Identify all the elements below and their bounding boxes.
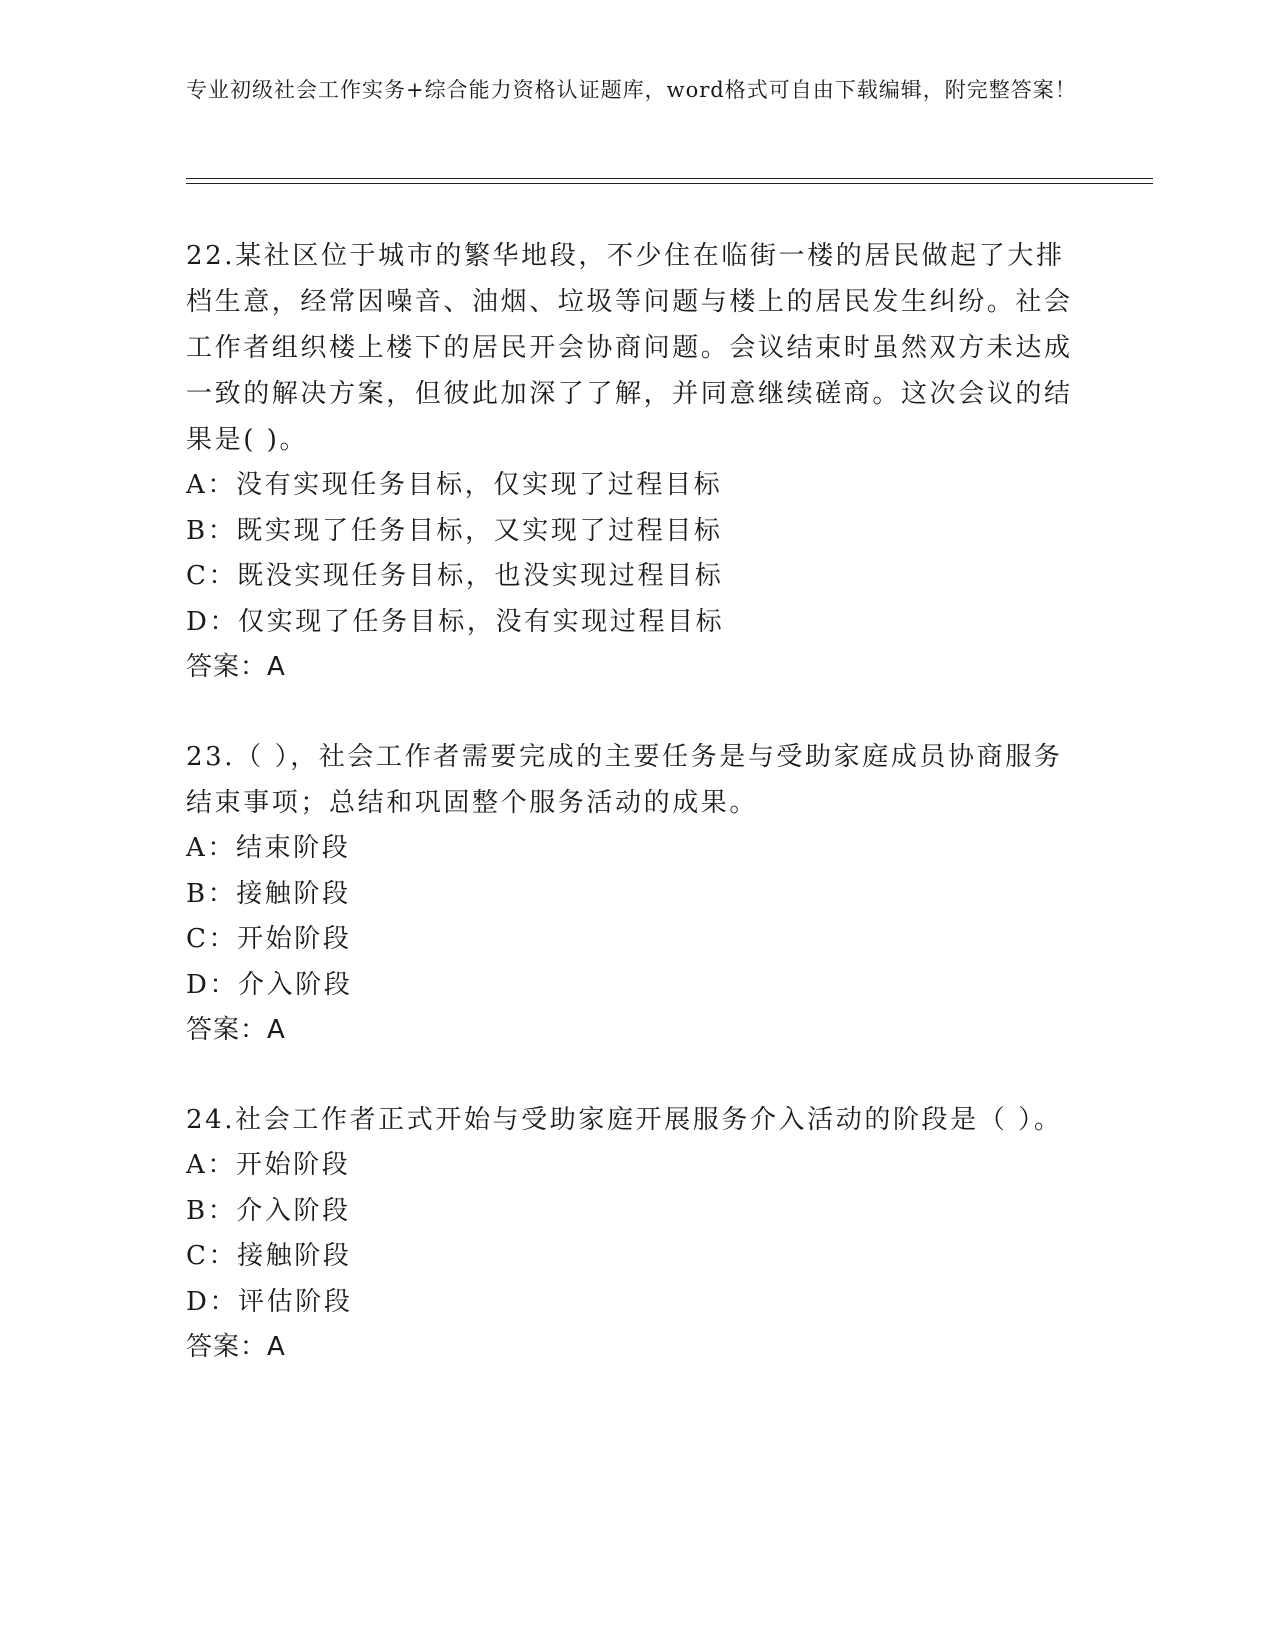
option-c: C：开始阶段 — [186, 924, 352, 954]
header-text: 专业初级社会工作实务+综合能力资格认证题库，word格式可自由下载编辑，附完整答案！ — [186, 78, 1077, 102]
answer-line: 答案：A — [186, 652, 286, 682]
header-divider-top — [186, 178, 1153, 179]
option-list — [186, 826, 1086, 1008]
answer-line: 答案：A — [186, 1332, 286, 1362]
option-d: D：介入阶段 — [186, 969, 353, 1000]
document-header — [186, 74, 1086, 107]
option-d: D：评估阶段 — [186, 1286, 353, 1317]
option-c: C：既没实现任务目标，也没实现过程目标 — [186, 561, 724, 591]
option-list — [186, 1143, 1086, 1325]
option-b: B：接触阶段 — [186, 878, 351, 909]
option-c: C：接触阶段 — [186, 1241, 352, 1271]
option-list — [186, 463, 1086, 645]
answer-line: 答案：A — [186, 1015, 286, 1045]
question-stem: 23.（ ），社会工作者需要完成的主要任务是与受助家庭成员协商服务结束事项；总结和巩固整个服务活动的成果。 — [186, 742, 1063, 818]
header-divider-bottom — [186, 183, 1153, 184]
question-22 — [186, 233, 1086, 691]
option-d: D：仅实现了任务目标，没有实现过程目标 — [186, 606, 725, 637]
option-a: A：结束阶段 — [186, 833, 351, 863]
question-stem: 22.某社区位于城市的繁华地段，不少住在临街一楼的居民做起了大排档生意，经常因噪音、油烟、垃圾等问题与楼上的居民发生纠纷。社会工作者组织楼上楼下的居民开会协商问题。会议结束时虽然双方未达成一致的解决方案，但彼此加深了了解，并同意继续磋商。这次会议的结果是( )。 — [186, 241, 1073, 455]
question-24 — [186, 1097, 1086, 1371]
question-stem: 24.社会工作者正式开始与受助家庭开展服务介入活动的阶段是（ ）。 — [186, 1105, 1063, 1135]
question-23 — [186, 734, 1086, 1054]
option-b: B：介入阶段 — [186, 1195, 351, 1226]
option-b: B：既实现了任务目标，又实现了过程目标 — [186, 515, 723, 546]
option-a: A：开始阶段 — [186, 1150, 351, 1180]
option-a: A：没有实现任务目标，仅实现了过程目标 — [186, 470, 723, 500]
